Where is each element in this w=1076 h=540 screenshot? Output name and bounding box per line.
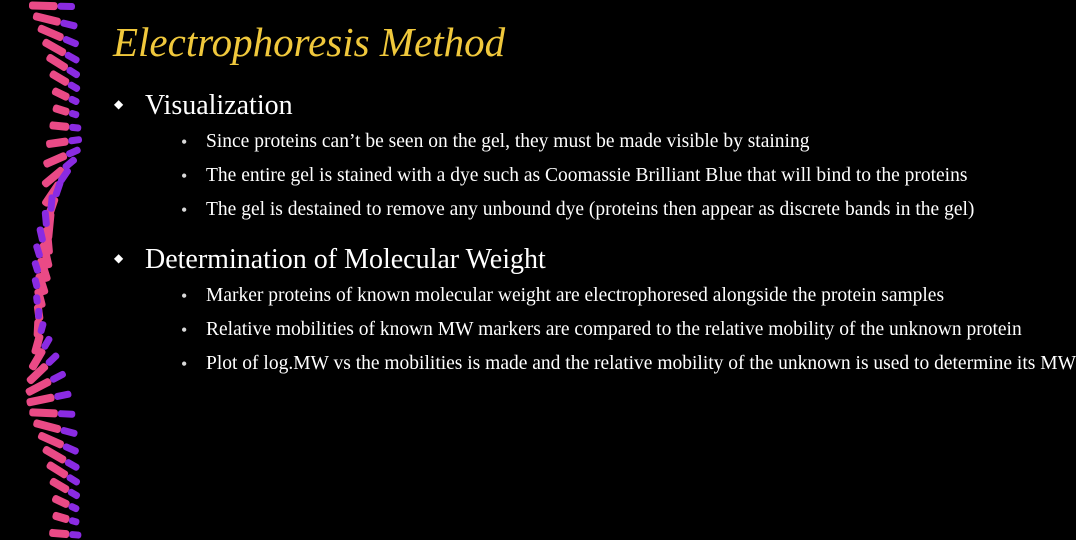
sub-bullet	[177, 284, 945, 308]
sub-bullet-list	[177, 284, 1076, 376]
dot-bullet-icon: •	[181, 286, 188, 306]
sub-bullet	[177, 198, 975, 222]
dot-bullet-icon: •	[181, 200, 188, 220]
bullet-text: Visualization	[145, 90, 293, 121]
swirl-stroke	[42, 145, 82, 168]
swirl-stroke	[29, 408, 75, 418]
diamond-bullet-icon: ◆	[114, 97, 124, 111]
swirl-stroke	[52, 511, 81, 526]
bullet-text: Determination of Molecular Weight	[145, 244, 546, 275]
sub-bullet-list	[177, 130, 975, 222]
dot-bullet-icon: •	[181, 354, 188, 374]
slide-title: Electrophoresis Method	[113, 19, 506, 65]
decorative-swirl-border	[0, 0, 110, 540]
swirl-stroke	[52, 104, 80, 120]
dot-bullet-icon: •	[181, 132, 188, 152]
sub-bullet-text: Relative mobilities of known MW markers are compared to the relative mobility of the unknown protein	[206, 319, 1022, 340]
dot-bullet-icon: •	[181, 320, 188, 340]
diamond-bullet-icon: ◆	[114, 251, 124, 265]
swirl-stroke	[49, 529, 82, 540]
sub-bullet-text: The entire gel is stained with a dye such as Coomassie Brilliant Blue that will bind to the proteins	[206, 165, 968, 186]
sub-bullet	[177, 130, 810, 154]
dot-bullet-icon: •	[181, 166, 188, 186]
swirl-stroke	[49, 121, 81, 132]
sub-bullet-text: Marker proteins of known molecular weight are electrophoresed alongside the protein samples	[206, 285, 945, 306]
slide-body	[112, 88, 1076, 376]
sub-bullet	[177, 164, 968, 188]
sub-bullet-text: The gel is destained to remove any unbound dye (proteins then appear as discrete bands in the gel)	[206, 199, 975, 220]
sub-bullet	[177, 352, 1076, 376]
sub-bullet	[177, 318, 1022, 342]
sub-bullet-text: Plot of log.MW vs the mobilities is made and the relative mobility of the unknown is used to determine its MW	[206, 353, 1076, 374]
bullet-visualization	[112, 88, 975, 222]
sub-bullet-text: Since proteins can’t be seen on the gel, they must be made visible by staining	[206, 131, 810, 152]
bullet-molecular-weight	[112, 242, 1076, 376]
swirl-stroke	[46, 135, 83, 148]
swirl-stroke	[29, 1, 75, 10]
